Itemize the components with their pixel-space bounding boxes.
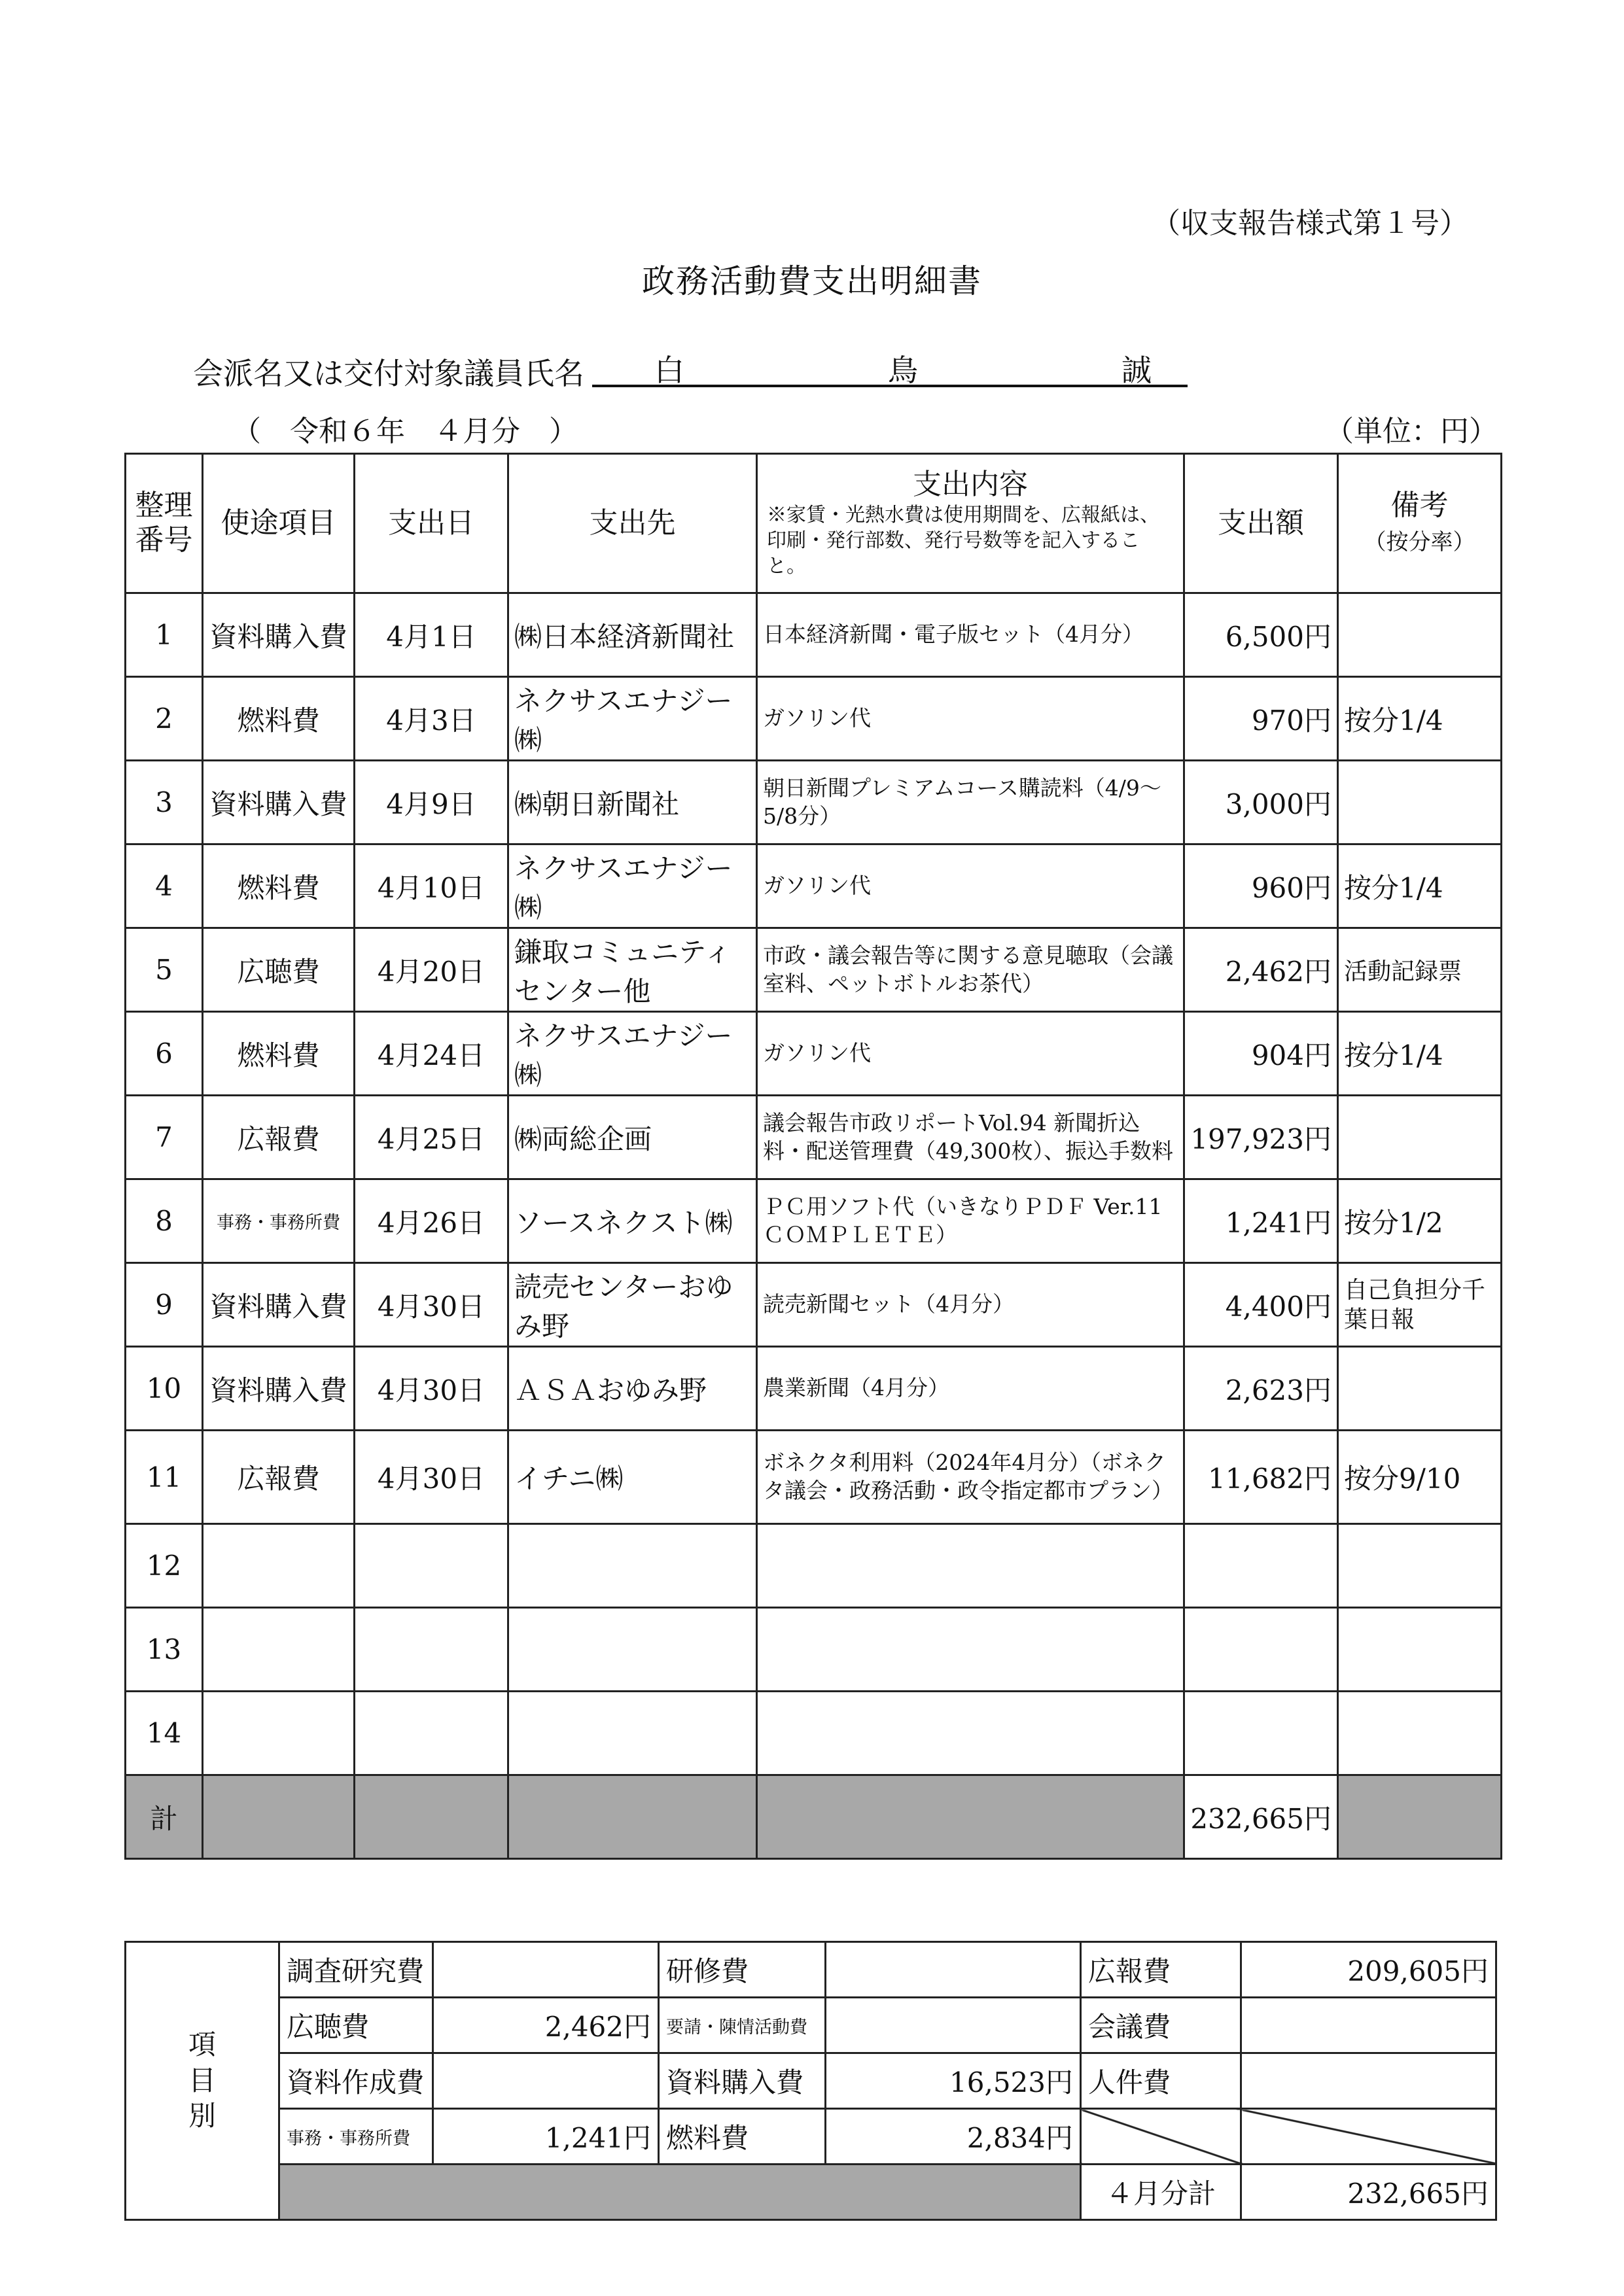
row-remarks (1338, 1608, 1502, 1692)
row-purpose: 広報費 (203, 1431, 355, 1524)
row-date: 4月30日 (355, 1263, 508, 1347)
row-payee: ㈱両総企画 (508, 1096, 757, 1179)
row-payee (508, 1608, 757, 1692)
row-amount: 970円 (1184, 677, 1338, 761)
total-row (126, 1775, 1502, 1859)
row-purpose (203, 1692, 355, 1775)
table-row (126, 844, 1502, 928)
row-content: 朝日新聞プレミアムコース購読料（4/9～5/8分） (757, 761, 1184, 844)
row-purpose (203, 1524, 355, 1608)
row-remarks: 自己負担分千葉日報 (1338, 1263, 1502, 1347)
row-date (355, 1692, 508, 1775)
row-purpose: 燃料費 (203, 677, 355, 761)
row-payee (508, 1524, 757, 1608)
row-amount: 2,462円 (1184, 928, 1338, 1012)
row-amount (1184, 1524, 1338, 1608)
row-date: 4月10日 (355, 844, 508, 928)
row-purpose: 燃料費 (203, 844, 355, 928)
header-remarks (1338, 454, 1502, 593)
row-remarks: 按分1/4 (1338, 1012, 1502, 1096)
summary-value (826, 1998, 1081, 2053)
expense-table (124, 453, 1502, 1860)
row-date: 4月3日 (355, 677, 508, 761)
row-no: 5 (126, 928, 203, 1012)
summary-label: 事務・事務所費 (279, 2109, 433, 2165)
diagonal-cell (1081, 2109, 1241, 2165)
row-content: 日本経済新聞・電子版セット（4月分） (757, 593, 1184, 677)
row-content (757, 1692, 1184, 1775)
summary-side-label (126, 1942, 279, 2220)
row-purpose: 事務・事務所費 (203, 1179, 355, 1263)
summary-value (1241, 1998, 1496, 2053)
row-payee: ㈱朝日新聞社 (508, 761, 757, 844)
row-content: ガソリン代 (757, 677, 1184, 761)
row-payee: ㈱日本経済新聞社 (508, 593, 757, 677)
page-title: 政務活動費支出明細書 (642, 262, 982, 300)
row-purpose: 広報費 (203, 1096, 355, 1179)
row-content (757, 1524, 1184, 1608)
table-row (126, 1431, 1502, 1524)
row-amount: 3,000円 (1184, 761, 1338, 844)
total-filler (1338, 1775, 1502, 1859)
summary-label: 広聴費 (279, 1998, 433, 2053)
row-no: 12 (126, 1524, 203, 1608)
row-remarks (1338, 761, 1502, 844)
row-payee: ネクサスエナジー㈱ (508, 1012, 757, 1096)
summary-label: 燃料費 (659, 2109, 826, 2165)
row-date: 4月30日 (355, 1347, 508, 1431)
row-no: 13 (126, 1608, 203, 1692)
row-date: 4月30日 (355, 1431, 508, 1524)
summary-value: 2,462円 (433, 1998, 659, 2053)
row-amount: 4,400円 (1184, 1263, 1338, 1347)
summary-value (826, 1942, 1081, 1998)
month-total-label: ４月分計 (1081, 2165, 1241, 2220)
row-amount: 11,682円 (1184, 1431, 1338, 1524)
row-date: 4月26日 (355, 1179, 508, 1263)
summary-label: 人件費 (1081, 2053, 1241, 2109)
unit-label: （単位：円） (1325, 415, 1498, 448)
row-purpose (203, 1608, 355, 1692)
row-amount (1184, 1692, 1338, 1775)
total-filler (757, 1775, 1184, 1859)
summary-label: 広報費 (1081, 1942, 1241, 1998)
summary-value: 1,241円 (433, 2109, 659, 2165)
total-label: 計 (126, 1775, 203, 1859)
member-name-part: 白 (654, 353, 684, 388)
row-purpose: 資料購入費 (203, 593, 355, 677)
row-payee: ネクサスエナジー㈱ (508, 844, 757, 928)
table-row (126, 1524, 1502, 1608)
row-payee: ネクサスエナジー㈱ (508, 677, 757, 761)
member-name-part: 誠 (1121, 353, 1152, 388)
summary-value (433, 2053, 659, 2109)
total-amount: 232,665円 (1184, 1775, 1338, 1859)
header-purpose: 使途項目 (203, 454, 355, 593)
member-label: 会派名又は交付対象議員氏名 (193, 356, 584, 391)
row-payee: ソースネクスト㈱ (508, 1179, 757, 1263)
row-no: 8 (126, 1179, 203, 1263)
table-row (126, 1179, 1502, 1263)
row-no: 11 (126, 1431, 203, 1524)
header-payee: 支出先 (508, 454, 757, 593)
form-number: （収支報告様式第１号） (1152, 207, 1468, 240)
table-row (126, 1096, 1502, 1179)
period: （ 令和６年 ４月分 ） (232, 415, 578, 448)
header-content (757, 454, 1184, 593)
row-remarks: 按分9/10 (1338, 1431, 1502, 1524)
row-amount: 197,923円 (1184, 1096, 1338, 1179)
row-no: 1 (126, 593, 203, 677)
table-row (126, 1012, 1502, 1096)
summary-value (1241, 2053, 1496, 2109)
header-no: 整理番号 (126, 454, 203, 593)
header-date: 支出日 (355, 454, 508, 593)
row-date (355, 1608, 508, 1692)
row-purpose: 燃料費 (203, 1012, 355, 1096)
row-no: 3 (126, 761, 203, 844)
row-date (355, 1524, 508, 1608)
member-name (592, 347, 1188, 387)
row-content: 市政・議会報告等に関する意見聴取（会議室料、ペットボトルお茶代） (757, 928, 1184, 1012)
row-payee: 鎌取コミュニティセンター他 (508, 928, 757, 1012)
summary-side-text: 項目別 (188, 2028, 216, 2132)
row-purpose: 資料購入費 (203, 761, 355, 844)
row-amount: 6,500円 (1184, 593, 1338, 677)
summary-label: 会議費 (1081, 1998, 1241, 2053)
header-amount: 支出額 (1184, 454, 1338, 593)
total-filler (508, 1775, 757, 1859)
row-date: 4月25日 (355, 1096, 508, 1179)
row-remarks: 按分1/4 (1338, 677, 1502, 761)
row-content: ボネクタ利用料（2024年4月分）（ボネクタ議会・政務活動・政令指定都市プラン） (757, 1431, 1184, 1524)
row-purpose: 資料購入費 (203, 1263, 355, 1347)
table-row (126, 928, 1502, 1012)
month-total-value: 232,665円 (1241, 2165, 1496, 2220)
row-amount: 960円 (1184, 844, 1338, 928)
row-no: 2 (126, 677, 203, 761)
row-no: 9 (126, 1263, 203, 1347)
row-date: 4月24日 (355, 1012, 508, 1096)
summary-value (433, 1942, 659, 1998)
row-purpose: 広聴費 (203, 928, 355, 1012)
row-amount: 2,623円 (1184, 1347, 1338, 1431)
summary-label: 資料作成費 (279, 2053, 433, 2109)
row-payee: ＡＳＡおゆみ野 (508, 1347, 757, 1431)
row-date: 4月20日 (355, 928, 508, 1012)
total-filler (203, 1775, 355, 1859)
row-payee: 読売センターおゆみ野 (508, 1263, 757, 1347)
row-amount: 1,241円 (1184, 1179, 1338, 1263)
summary-label: 資料購入費 (659, 2053, 826, 2109)
row-purpose: 資料購入費 (203, 1347, 355, 1431)
row-payee: イチニ㈱ (508, 1431, 757, 1524)
summary-value: 16,523円 (826, 2053, 1081, 2109)
summary-value: 2,834円 (826, 2109, 1081, 2165)
row-content: 農業新聞（4月分） (757, 1347, 1184, 1431)
summary-value: 209,605円 (1241, 1942, 1496, 1998)
row-date: 4月1日 (355, 593, 508, 677)
table-row (126, 1263, 1502, 1347)
header-content-note: ※家賃・光熱水費は使用期間を、広報紙は、印刷・発行部数、発行号数等を記入すること。 (767, 503, 1159, 578)
row-amount (1184, 1608, 1338, 1692)
row-content (757, 1608, 1184, 1692)
row-payee (508, 1692, 757, 1775)
row-amount: 904円 (1184, 1012, 1338, 1096)
summary-label: 要請・陳情活動費 (659, 1998, 826, 2053)
row-no: 6 (126, 1012, 203, 1096)
table-row (126, 1608, 1502, 1692)
row-remarks (1338, 1692, 1502, 1775)
row-remarks: 活動記録票 (1338, 928, 1502, 1012)
row-content: ガソリン代 (757, 1012, 1184, 1096)
row-content: 読売新聞セット（4月分） (757, 1263, 1184, 1347)
diagonal-cell (1241, 2109, 1496, 2165)
table-row (126, 761, 1502, 844)
header-content-label: 支出内容 (913, 468, 1028, 502)
header-row (126, 454, 1502, 593)
summary-label: 研修費 (659, 1942, 826, 1998)
row-content: ガソリン代 (757, 844, 1184, 928)
header-remarks-label: 備考 (1390, 489, 1449, 523)
table-row (126, 1692, 1502, 1775)
total-filler (355, 1775, 508, 1859)
member-name-part: 鳥 (888, 353, 918, 388)
category-summary-table (124, 1941, 1497, 2221)
table-row (126, 593, 1502, 677)
row-content: 議会報告市政リポートVol.94 新聞折込料・配送管理費（49,300枚）、振込手数料 (757, 1096, 1184, 1179)
table-row (126, 677, 1502, 761)
row-no: 7 (126, 1096, 203, 1179)
row-remarks: 按分1/2 (1338, 1179, 1502, 1263)
row-remarks (1338, 1347, 1502, 1431)
row-remarks (1338, 593, 1502, 677)
summary-label: 調査研究費 (279, 1942, 433, 1998)
table-row (126, 1347, 1502, 1431)
row-no: 10 (126, 1347, 203, 1431)
row-no: 4 (126, 844, 203, 928)
header-remarks-sub: （按分率） (1364, 529, 1475, 555)
row-content: ＰＣ用ソフト代（いきなりＰＤＦ Ver.11ＣＯＭＰＬＥＴＥ） (757, 1179, 1184, 1263)
row-date: 4月9日 (355, 761, 508, 844)
row-remarks (1338, 1524, 1502, 1608)
row-remarks (1338, 1096, 1502, 1179)
row-remarks: 按分1/4 (1338, 844, 1502, 928)
summary-filler (279, 2165, 1081, 2220)
row-no: 14 (126, 1692, 203, 1775)
